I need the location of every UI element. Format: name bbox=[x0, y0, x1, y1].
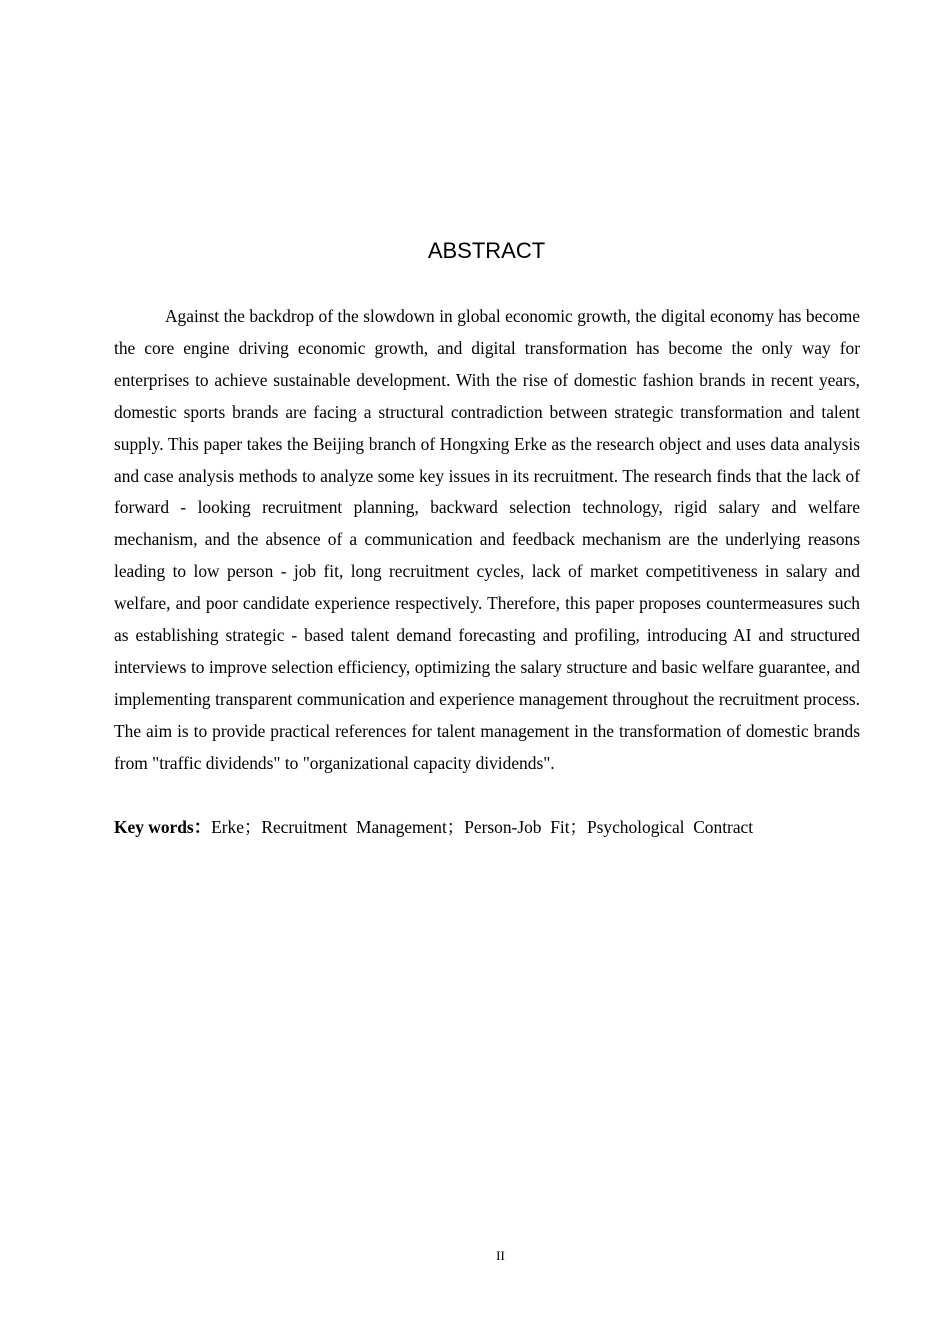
keyword-separator: ； bbox=[446, 817, 465, 837]
abstract-body: Against the backdrop of the slowdown in global economic growth, the digital economy has become the core engine driving economic growth, and digital transformation has become the only way for enterprises to achieve sustainable development. With the rise of domestic fashion brands in recent years, domestic sports brands are facing a structural contradiction between strategic transformation and talent supply. This paper takes the Beijing branch of Hongxing Erke as the research object and uses data analysis and case analysis methods to analyze some key issues in its recruitment. The research finds that the lack of forward - looking recruitment planning, backward selection technology, rigid salary and welfare mechanism, and the absence of a communication and feedback mechanism are the underlying reasons leading to low person - job fit, long recruitment cycles, lack of market competitiveness in salary and welfare, and poor candidate experience respectively. Therefore, this paper proposes countermeasures such as establishing strategic - based talent demand forecasting and profiling, introducing AI and structured interviews to improve selection efficiency, optimizing the salary structure and basic welfare guarantee, and implementing transparent communication and experience management throughout the recruitment process. The aim is to provide practical references for talent management in the transformation of domestic brands from "traffic dividends" to "organizational capacity dividends". bbox=[114, 306, 860, 773]
keyword-item: Psychological Contract bbox=[586, 817, 754, 837]
keyword-item: Erke bbox=[211, 817, 244, 837]
keyword-separator: ； bbox=[243, 817, 262, 837]
abstract-title: ABSTRACT bbox=[427, 238, 546, 263]
keyword-item: Person-Job Fit bbox=[464, 817, 570, 837]
page-number: II bbox=[496, 1248, 505, 1263]
keyword-item: Recruitment Management bbox=[261, 817, 447, 837]
keyword-separator: ； bbox=[569, 817, 587, 837]
keywords-label: Key words： bbox=[114, 817, 212, 837]
keywords-line bbox=[114, 812, 874, 844]
